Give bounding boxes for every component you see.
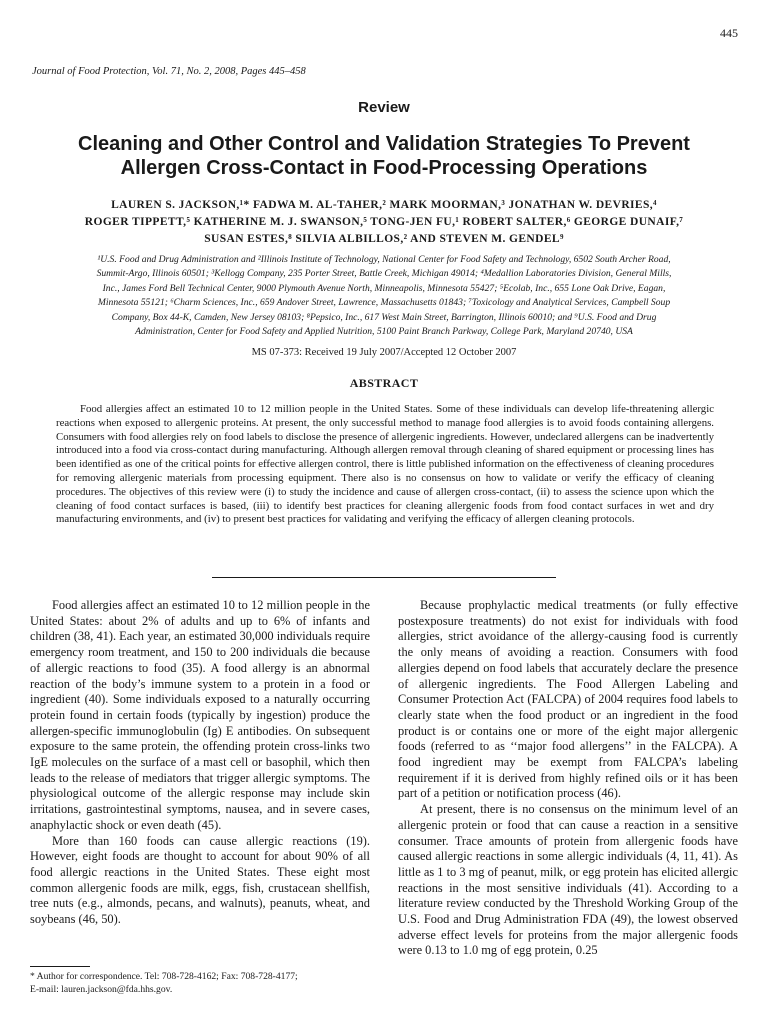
affiliation-line: Administration, Center for Food Safety and Applied Nutrition, 5100 Paint Branch Parkway, College Park, Maryland 20740, USA <box>135 326 633 338</box>
journal-citation: Journal of Food Protection, Vol. 71, No. 2, 2008, Pages 445–458 <box>32 66 306 77</box>
page-number: 445 <box>720 26 738 40</box>
body-paragraph: Food allergies affect an estimated 10 to 12 million people in the United States: about 2% of adults and up to 6% of infants and children (38, 41). Each year, an estimated 30,000 individuals require emergency room treatment, and 150 to 200 individuals die because of allergic reactions to food (35). A food allergy is an abnormal reaction of the body’s immune system to a protein in a food or ingredient (40). Some individuals exposed to a naturally occurring protein found in certain foods (typically by ingestion) produce the allergen-specific immunoglobulin (Ig) E antibodies. On subsequent exposure to the same protein, the offending protein cross-links two IgE molecules on the surface of a mast cell or basophil, which then leads to the release of mediators that trigger allergic symptoms. The physiological outcome of the allergic response may include skin irritations, gastrointestinal symptoms, nausea, and in severe cases, anaphylactic shock or even death (45). <box>30 598 370 832</box>
affiliation-line: Company, Box 44-K, Camden, New Jersey 08103; ⁸Pepsico, Inc., 617 West Main Street, Barrington, Illinois 60010; and ⁹U.S. Food and Drug <box>111 311 657 323</box>
article-title <box>20 132 748 180</box>
section-label: Review <box>358 99 410 116</box>
title-line: Cleaning and Other Control and Validation Strategies To Prevent <box>78 133 690 155</box>
received-dates: MS 07-373: Received 19 July 2007/Accepted 12 October 2007 <box>251 347 517 358</box>
affiliation-line: Summit-Argo, Illinois 60501; ³Kellogg Company, 235 Porter Street, Battle Creek, Michigan 49014; ⁴Medallion Laboratories Division, General Mills, <box>96 268 672 280</box>
affiliation-line: Inc., James Ford Bell Technical Center, 9000 Plymouth Avenue North, Minneapolis, Minnesota 55427; ⁵Ecolab, Inc., 655 Lone Oak Drive, Eagan, <box>102 282 666 294</box>
body-paragraph: Because prophylactic medical treatments (or fully effective postexposure treatments) do not exist for individuals with food allergies, strict avoidance of the allergy-causing food is currently the only means of avoiding a reaction. Consumers with food allergies depend on food labels that accurately declare the presence of allergenic ingredients. The Food Allergen Labeling and Consumer Protection Act (FALCPA) of 2004 requires food labels to clearly state when the food product or an ingredient in the food product is or contains one or more of the eight major allergenic foods (referred to as ‘‘major food allergens’’ in the FALCPA). A food ingredient may be exempt from FALCPA’s labeling requirement if it is derived from highly refined oils or it has been part of a petition or notification process (46). <box>398 598 738 801</box>
body-paragraph: At present, there is no consensus on the minimum level of an allergenic protein or food that can cause a reaction in a sensitive consumer. Trace amounts of protein from allergenic foods have caused allergic reactions in some allergic individuals (4, 11, 41). As little as 1 to 3 mg of peanut, milk, or egg protein has elicited allergic reactions in the most sensitive individuals (41). According to a literature review conducted by the Threshold Working Group of the U.S. Food and Drug Administration FDA (49), the lowest observed adverse effect levels for proteins from the major allergenic foods were 0.13 to 1.0 mg of egg protein, 0.25 <box>398 802 738 958</box>
author-line: SUSAN ESTES,⁸ SILVIA ALBILLOS,² AND STEVEN M. GENDEL⁹ <box>204 233 564 245</box>
body-paragraph: More than 160 foods can cause allergic reactions (19). However, eight foods are thought to account for about 90% of all food allergic reactions in the United States. These eight most common allergenic foods are milk, eggs, fish, crustacean shellfish, tree nuts (e.g., almonds, pecans, and walnuts), peanuts, wheat, and soybeans (46, 50). <box>30 833 370 927</box>
footnote-line: E-mail: lauren.jackson@fda.hhs.gov. <box>30 984 173 995</box>
affiliation-line: ¹U.S. Food and Drug Administration and ²Illinois Institute of Technology, National Center for Food Safety and Technology, 6502 South Archer Road, <box>97 254 671 265</box>
right-column <box>398 598 738 959</box>
footnote-line: * Author for correspondence. Tel: 708-728-4162; Fax: 708-728-4177; <box>30 971 298 982</box>
author-line: ROGER TIPPETT,⁵ KATHERINE M. J. SWANSON,⁵ TONG-JEN FU,¹ ROBERT SALTER,⁶ GEORGE DUNAIF,⁷ <box>84 216 684 228</box>
affiliations <box>30 253 738 339</box>
left-column <box>30 598 370 928</box>
footnote <box>30 970 370 996</box>
section-divider <box>212 577 556 578</box>
abstract-text: Food allergies affect an estimated 10 to 12 million people in the United States. Some of these individuals can develop life-threatening allergic reactions when exposed to allergenic proteins. At present, the only successful method to manage food allergies is to avoid foods containing allergens. Consumers with food allergies rely on food labels to disclose the presence of allergenic ingredients. However, undeclared allergens can be inadvertently introduced into a food via cross-contact during manufacturing. Although allergen removal through cleaning of shared equipment or processing lines has been identified as one of the critical points for effective allergen control, there is little published information on the effectiveness of cleaning procedures for removing allergenic materials from processing equipment. There also is no consensus on how to validate or verify the efficacy of cleaning procedures. The objectives of this review were (i) to study the incidence and cause of allergen cross-contact, (ii) to assess the science upon which the cleaning of food contact surfaces is based, (iii) to identify best practices for cleaning allergenic foods from food contact surfaces in wet and dry manufacturing environments, and (iv) to present best practices for validating and verifying the efficacy of allergen cleaning protocols. <box>56 403 714 526</box>
footnote-divider <box>30 966 90 967</box>
abstract-heading: ABSTRACT <box>349 376 419 390</box>
author-list <box>20 197 748 248</box>
title-line: Allergen Cross-Contact in Food-Processing Operations <box>120 157 648 179</box>
affiliation-line: Minnesota 55121; ⁶Charm Sciences, Inc., 659 Andover Street, Lawrence, Massachusetts 01843; ⁷Toxicology and Analytical Services, Campbell Soup <box>97 297 671 309</box>
author-line: LAUREN S. JACKSON,¹* FADWA M. AL-TAHER,² MARK MOORMAN,³ JONATHAN W. DEVRIES,⁴ <box>111 199 657 211</box>
